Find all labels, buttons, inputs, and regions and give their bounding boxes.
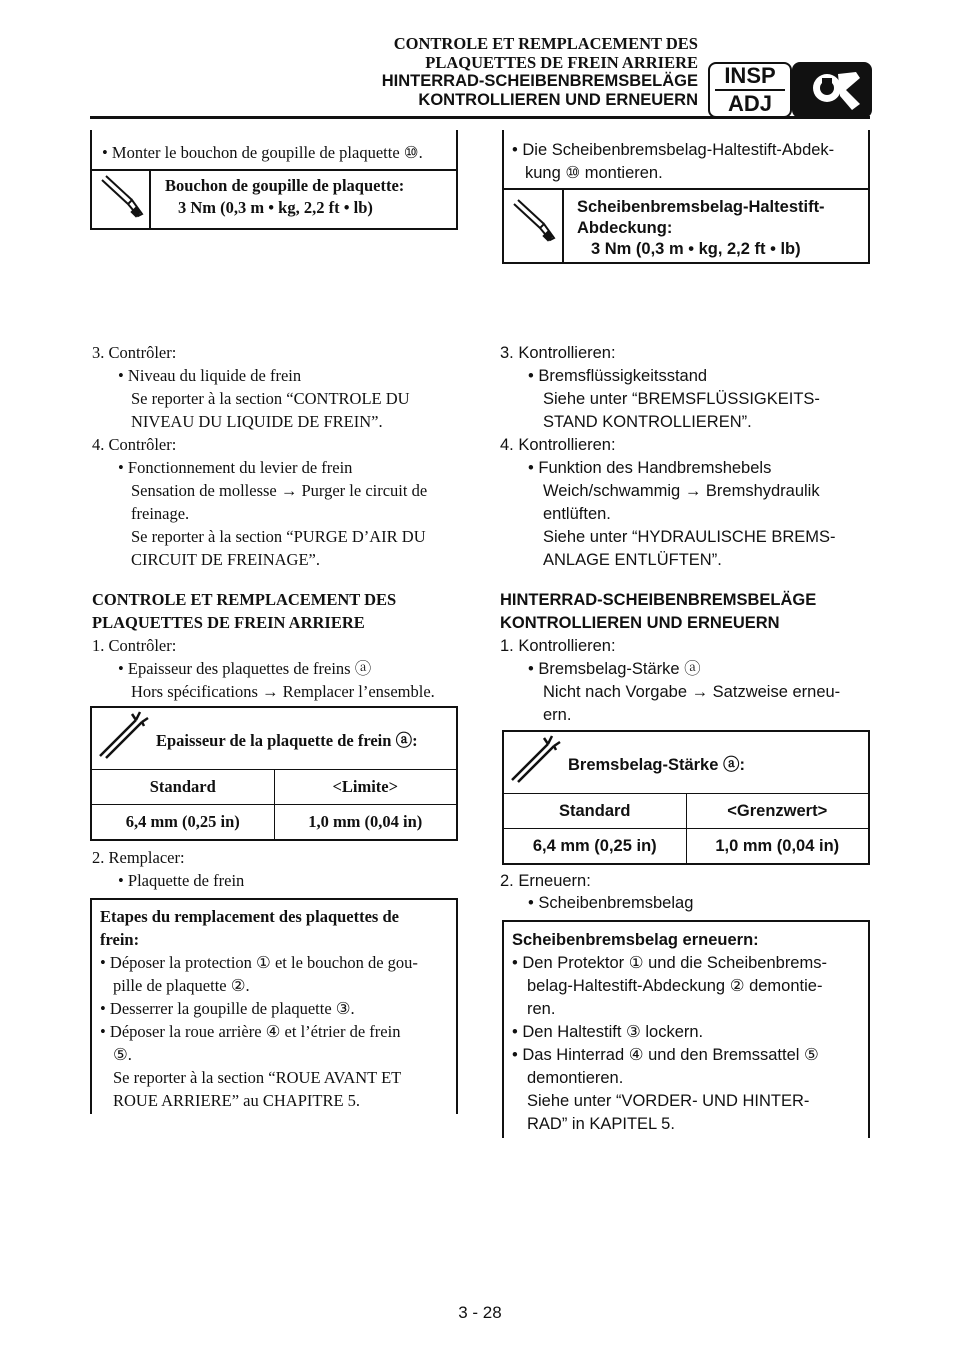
fr-section-title-1: CONTROLE ET REMPLACEMENT DES	[92, 590, 397, 609]
fr-st1a: • Déposer la protection ① et le bouchon de gou-	[100, 953, 418, 972]
de-s1: 1. Kontrollieren:	[500, 637, 616, 655]
de-note-border-right	[868, 130, 870, 264]
fr-spec-col2: <Limite>	[274, 770, 457, 805]
de-torque-label-1: Scheibenbremsbelag-Haltestift-	[577, 198, 825, 216]
fr-st1b: pille de plaquette ②.	[113, 976, 250, 995]
de-spec-col2: <Grenzwert>	[686, 794, 869, 829]
fr-note-install: • Monter le bouchon de goupille de plaquette ⑩.	[102, 143, 423, 162]
fr-s1: 1. Contrôler:	[92, 636, 177, 655]
de-step3-item: • Bremsflüssigkeitsstand	[528, 367, 708, 385]
de-note-divider	[502, 188, 870, 190]
de-steps-right	[868, 920, 870, 1138]
fr-steps-title-2: frein:	[100, 930, 140, 949]
fr-spec-table	[90, 706, 458, 841]
fr-step3: 3. Contrôler:	[92, 343, 177, 362]
caliper-icon	[504, 732, 568, 793]
fr-steps-title-1: Etapes du remplacement des plaquettes de	[100, 907, 399, 926]
de-steps-top	[502, 920, 870, 922]
de-step4-item: • Funktion des Handbremshebels	[528, 459, 772, 477]
fr-s2-item: • Plaquette de frein	[118, 871, 245, 890]
de-step4-ref2: ANLAGE ENTLÜFTEN”.	[543, 551, 722, 569]
fr-steps-left	[90, 898, 92, 1114]
de-note-bottom	[502, 262, 870, 264]
de-section-title-1: HINTERRAD-SCHEIBENBREMSBELÄGE	[500, 591, 817, 609]
header-title-fr-2: PLAQUETTES DE FREIN ARRIERE	[425, 53, 698, 72]
torque-wrench-icon	[510, 196, 558, 257]
de-spec-table	[502, 730, 870, 865]
fr-spec-val2: 1,0 mm (0,04 in)	[274, 805, 457, 841]
de-steps-left	[502, 920, 504, 1138]
de-st1c: ren.	[527, 1000, 556, 1018]
fr-s2: 2. Remplacer:	[92, 848, 185, 867]
de-s1-action-1: Nicht nach Vorgabe → Satzweise erneu-	[543, 683, 841, 701]
de-st2: • Den Haltestift ③ lockern.	[512, 1023, 704, 1041]
fr-torque-label: Bouchon de goupille de plaquette:	[165, 176, 405, 195]
page-number: 3 - 28	[458, 1303, 502, 1322]
fr-note-border-left	[90, 130, 92, 230]
de-torque-value: 3 Nm (0,3 m • kg, 2,2 ft • lb)	[591, 240, 801, 258]
badge-top: INSP	[724, 63, 776, 88]
fr-note-divider	[90, 169, 458, 171]
de-st3a: • Das Hinterrad ④ und den Bremssattel ⑤	[512, 1046, 819, 1064]
fr-st3d: ROUE ARRIERE” au CHAPITRE 5.	[113, 1091, 361, 1110]
fr-steps-top	[90, 898, 458, 900]
fr-s1-item: • Epaisseur des plaquettes de freins ⓐ	[118, 659, 372, 678]
fr-step4-item: • Fonctionnement du levier de frein	[118, 458, 353, 477]
caliper-icon	[92, 708, 156, 769]
de-section-title-2: KONTROLLIEREN UND ERNEUERN	[500, 614, 780, 632]
de-step4-a2: entlüften.	[543, 505, 611, 523]
fr-step3-ref2: NIVEAU DU LIQUIDE DE FREIN”.	[131, 412, 383, 431]
de-st3d: RAD” in KAPITEL 5.	[527, 1115, 675, 1133]
de-torque-label-2: Abdeckung:	[577, 219, 673, 237]
fr-st3b: ⑤.	[113, 1045, 132, 1064]
fr-st3a: • Déposer la roue arrière ④ et l’étrier de frein	[100, 1022, 401, 1041]
fr-torque-value: 3 Nm (0,3 m • kg, 2,2 ft • lb)	[178, 198, 373, 217]
fr-step3-ref1: Se reporter à la section “CONTROLE DU	[131, 389, 410, 408]
de-s2-item: • Scheibenbremsbelag	[528, 894, 694, 912]
fr-section-title-2: PLAQUETTES DE FREIN ARRIERE	[92, 613, 365, 632]
header-title-de-1: HINTERRAD-SCHEIBENBREMSBELÄGE	[381, 72, 698, 90]
de-s1-action-2: ern.	[543, 706, 572, 724]
fr-step4-a2: freinage.	[131, 504, 190, 523]
fr-spec-title: Epaisseur de la plaquette de frein ⓐ:	[156, 730, 418, 750]
torque-wrench-icon	[98, 172, 146, 231]
de-steps-title: Scheibenbremsbelag erneuern:	[512, 931, 759, 949]
de-spec-col1: Standard	[503, 794, 686, 829]
fr-spec-col1: Standard	[91, 770, 274, 805]
de-st1b: belag-Haltestift-Abdeckung ② demontie-	[527, 977, 823, 995]
fr-spec-title-cell	[91, 707, 457, 770]
de-spec-title-cell	[503, 731, 869, 794]
de-spec-title: Bremsbelag-Stärke ⓐ:	[568, 755, 745, 774]
de-step4-ref1: Siehe unter “HYDRAULISCHE BREMS-	[543, 528, 836, 546]
fr-step4-ref2: CIRCUIT DE FREINAGE”.	[131, 550, 320, 569]
de-step4-a1: Weich/schwammig → Bremshydraulik	[543, 482, 820, 500]
fr-s1-action: Hors spécifications → Remplacer l’ensemble.	[131, 682, 435, 701]
de-step3-ref1: Siehe unter “BREMSFLÜSSIGKEITS-	[543, 390, 820, 408]
fr-step4-a1: Sensation de mollesse → Purger le circuit de	[131, 481, 428, 500]
de-note-border-left	[502, 130, 504, 264]
fr-note-border-right	[456, 130, 458, 230]
insp-adj-icon	[708, 62, 792, 118]
fr-st2: • Desserrer la goupille de plaquette ③.	[100, 999, 355, 1018]
fr-step3-item: • Niveau du liquide de frein	[118, 366, 302, 385]
de-torque-icon-divider	[562, 188, 564, 264]
header-rule	[90, 116, 870, 119]
de-spec-val2: 1,0 mm (0,04 in)	[686, 829, 869, 865]
fr-spec-val1: 6,4 mm (0,25 in)	[91, 805, 274, 841]
de-step3-ref2: STAND KONTROLLIEREN”.	[543, 413, 752, 431]
header-title-de-2: KONTROLLIEREN UND ERNEUERN	[418, 91, 698, 109]
fr-steps-right	[456, 898, 458, 1114]
de-st3c: Siehe unter “VORDER- UND HINTER-	[527, 1092, 810, 1110]
fr-step4-ref1: Se reporter à la section “PURGE D’AIR DU	[131, 527, 426, 546]
badge-bottom: ADJ	[727, 91, 772, 116]
de-s2: 2. Erneuern:	[500, 872, 591, 890]
wrench-tools-icon	[792, 62, 872, 118]
fr-torque-icon-divider	[149, 169, 151, 230]
header-title-fr-1: CONTROLE ET REMPLACEMENT DES	[393, 34, 698, 53]
de-s1-item: • Bremsbelag-Stärke ⓐ	[528, 660, 701, 678]
de-spec-val1: 6,4 mm (0,25 in)	[503, 829, 686, 865]
page-header	[382, 34, 698, 110]
de-st3b: demontieren.	[527, 1069, 624, 1087]
de-step4: 4. Kontrollieren:	[500, 436, 616, 454]
de-step3: 3. Kontrollieren:	[500, 344, 616, 362]
fr-st3c: Se reporter à la section “ROUE AVANT ET	[113, 1068, 402, 1087]
de-note-install-2: kung ⑩ montieren.	[525, 164, 663, 182]
de-st1a: • Den Protektor ① und die Scheibenbrems-	[512, 954, 827, 972]
de-note-install-1: • Die Scheibenbremsbelag-Haltestift-Abdek-	[512, 141, 835, 159]
fr-step4: 4. Contrôler:	[92, 435, 177, 454]
